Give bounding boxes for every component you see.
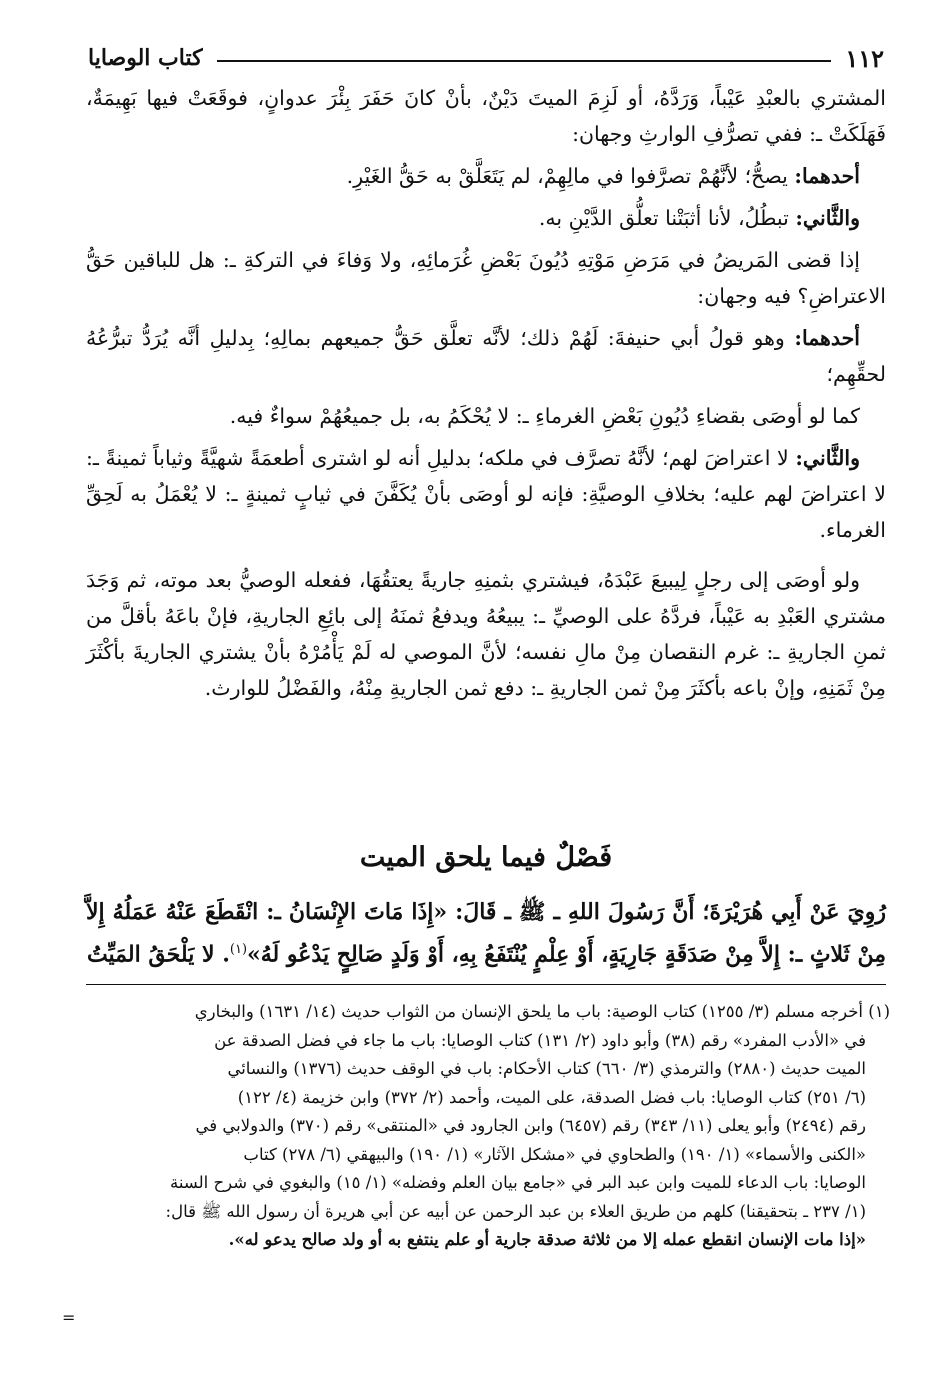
paragraph-3-text: تبطُلُ، لأنا أثبَتْنا تعلُّق الدَّيْنِ به. <box>538 206 789 230</box>
footnote-line: «إذا مات الإنسان انقطع عمله إلا من ثلاثة صدقة جارية أو علم ينتفع به أو ولد صالح يدعو له». <box>228 1230 866 1249</box>
paragraph-6: كما لو أوصَى بقضاءِ دُيُونِ بَعْضِ الغرماءِ ـ: لا يُحْكَمُ به، بل جميعُهُمْ سواءٌ فيه. <box>229 404 860 428</box>
page-number: ١١٢ <box>845 43 884 73</box>
paragraph-5-text: وهو قولُ أبي حنيفةَ: لَهُمْ ذلك؛ لأنَّه تعلَّق حَقُّ جميعهم بمالِهِ؛ بِدليلِ أنَّه يُرَدُّ تبرُّعُهُ لحقِّهِم؛ <box>86 326 886 386</box>
footnote-line: (١) أخرجه مسلم (٣/ ١٢٥٥) كتاب الوصية: باب ما يلحق الإنسان من الثواب حديث (١٤/ ١٦٣١) والبخاري <box>194 1002 890 1021</box>
footnote-line: الميت حديث (٢٨٨٠) والترمذي (٣/ ٦٦٠) كتاب الأحكام: باب في الوقف حديث (١٣٧٦) والنسائي <box>227 1059 866 1078</box>
footnote-line: (٦/ ٢٥١) كتاب الوصايا: باب فضل الصدقة، على الميت، وأحمد (٢/ ٣٧٢) وابن خزيمة (٤/ ١٢٢) <box>237 1087 866 1107</box>
paragraph-7-label: والثَّاني: <box>795 446 860 470</box>
paragraph-5 <box>86 320 886 392</box>
footnote-reference[interactable]: (١) <box>229 942 248 957</box>
paragraph-3 <box>86 200 886 236</box>
footnote-line: (١/ ٢٣٧ ـ بتحقيقنا) كلهم من طريق العلاء بن عبد الرحمن عن أبيه عن أبي هريرة أن رسول الله ﷺ قال: <box>165 1201 866 1221</box>
footnote-line: الوصايا: باب الدعاء للميت وابن عبد البر في «جامع بيان العلم وفضله» (١/ ١٥) والبغوي في شرح السنة <box>170 1173 866 1192</box>
hadith-text: رُوِيَ عَنْ أَبِي هُرَيْرَةَ؛ أَنَّ رَسُولَ اللهِ ـ ﷺ ـ قَالَ: «إِذَا مَاتَ الإِنْسَانُ ـ: انْقَطَعَ عَنْهُ عَمَلُهُ إِلاَّ مِنْ ثَلاثٍ ـ: إِلاَّ مِنْ صَدَقَةٍ جَارِيَةٍ، أَوْ عِلْمٍ يُنْتَفَعُ بِهِ، أَوْ وَلَدٍ صَالِحٍ يَدْعُو لَهُ»$^{(١)}$. لا يَلْحَقُ المَيِّتُ <box>86 899 886 968</box>
paragraph-8: ولو أوصَى إلى رجلٍ لِيبيعَ عَبْدَهُ، فيشتري بثمنِهِ جاريةً يعتقُهَا، ففعله الوصيُّ بعد موته، ثم وَجَدَ مشتري العَبْدِ به عَيْباً، فردَّهُ على الوصيِّ ـ: يبيعُهُ ويدفعُ ثمنَهُ إلى بائِعِ الجاريةِ، فإنْ باعَهُ بأقلَّ من ثمنِ الجاريةِ ـ: غرم النقصان مِنْ مالِ نفسه؛ لأنَّ الموصي له لَمْ يَأْمُرْهُ بأنْ يشتري الجاريةَ بأكْثَرَ مِنْ ثَمَنِهِ، وإنْ باعه بأكثَرَ مِنْ ثمن الجاريةِ ـ: دفع ثمن الجاريةِ مِنْهُ، والفَضْلُ للوارث. <box>86 568 886 700</box>
paragraph-2 <box>86 158 886 194</box>
paragraph-5-label: أحدهما: <box>794 326 860 350</box>
paragraph-1: المشتري بالعبْدِ عَيْباً، وَرَدَّهُ، أو لَزِمَ الميتَ دَيْنٌ، بأنْ كانَ حَفَرَ بِئْرَ عدوانٍ، فوقَعَتْ فيها بَهِيمَةٌ، فَهَلَكَتْ ـ: ففي تصرُّفِ الوارثِ وجهان: <box>86 86 886 146</box>
footnote-separator <box>86 984 886 985</box>
hadith-trailing: لا يَلْحَقُ المَيِّتُ <box>86 941 215 968</box>
paragraph-7-text: لا اعتراضَ لهم؛ لأنَّهُ تصرَّف في ملكه؛ بدليلِ أنه لو اشترى أطعمَةً شهيَّةً وثياباً ثمينةً ـ: لا اعتراضَ لهم عليه؛ بخلافِ الوصيَّةِ: فإنه لو أوصَى بأنْ يُكَفَّنَ في ثيابٍ ثمينةٍ ـ: لا يُعْمَلُ به لَحِقِّ الغرماء. <box>86 446 886 542</box>
section-title: فَصْلٌ فيما يلحق الميت <box>359 842 613 873</box>
paragraph-4: إذا قضى المَريضُ في مَرَضِ مَوْتِهِ دُيُونَ بَعْضِ غُرَمائِهِ، ولا وَفاءَ في التركةِ ـ: هل للباقين حَقُّ الاعتراضِ؟ فيه وجهان: <box>86 248 886 308</box>
book-title: كتاب الوصايا <box>88 45 203 71</box>
footnote-line: رقم (٢٤٩٤) وأبو يعلى (١١/ ٣٤٣) رقم (٦٤٥٧) وابن الجارود في «المنتقى» رقم (٣٧٠) والدولابي في <box>195 1116 866 1135</box>
paragraph-2-text: يصحُّ؛ لأنَّهُمْ تصرَّفوا في مالِهِمْ، لم يَتَعَلَّقْ به حَقُّ الغَيْرِ. <box>346 164 788 188</box>
continuation-mark: = <box>62 1308 76 1327</box>
paragraph-gap <box>86 554 886 562</box>
main-text <box>86 80 886 712</box>
footnote-line: «الكنى والأسماء» (١/ ١٩٠) والطحاوي في «مشكل الآثار» (١/ ١٩٠) والبيهقي (٦/ ٢٧٨) كتاب <box>243 1144 866 1164</box>
paragraph-2-label: أحدهما: <box>794 164 860 188</box>
footnotes <box>82 998 890 1255</box>
page-header <box>88 38 884 78</box>
header-rule <box>217 60 832 62</box>
hadith-body: رُوِيَ عَنْ أَبِي هُرَيْرَةَ؛ أَنَّ رَسُولَ اللهِ ـ ﷺ ـ قَالَ: «إِذَا مَاتَ الإِنْسَانُ ـ: انْقَطَعَ عَنْهُ عَمَلُهُ إِلاَّ مِنْ ثَلاثٍ ـ: إِلاَّ مِنْ صَدَقَةٍ جَارِيَةٍ، أَوْ عِلْمٍ يُنْتَفَعُ بِهِ، أَوْ وَلَدٍ صَالِحٍ يَدْعُو لَهُ» <box>86 899 886 968</box>
paragraph-7 <box>86 440 886 548</box>
paragraph-3-label: والثَّاني: <box>795 206 860 230</box>
footnote-line: في «الأدب المفرد» رقم (٣٨) وأبو داود (٢/ ١٣١) كتاب الوصايا: باب ما جاء في فضل الصدقة عن <box>214 1030 866 1050</box>
